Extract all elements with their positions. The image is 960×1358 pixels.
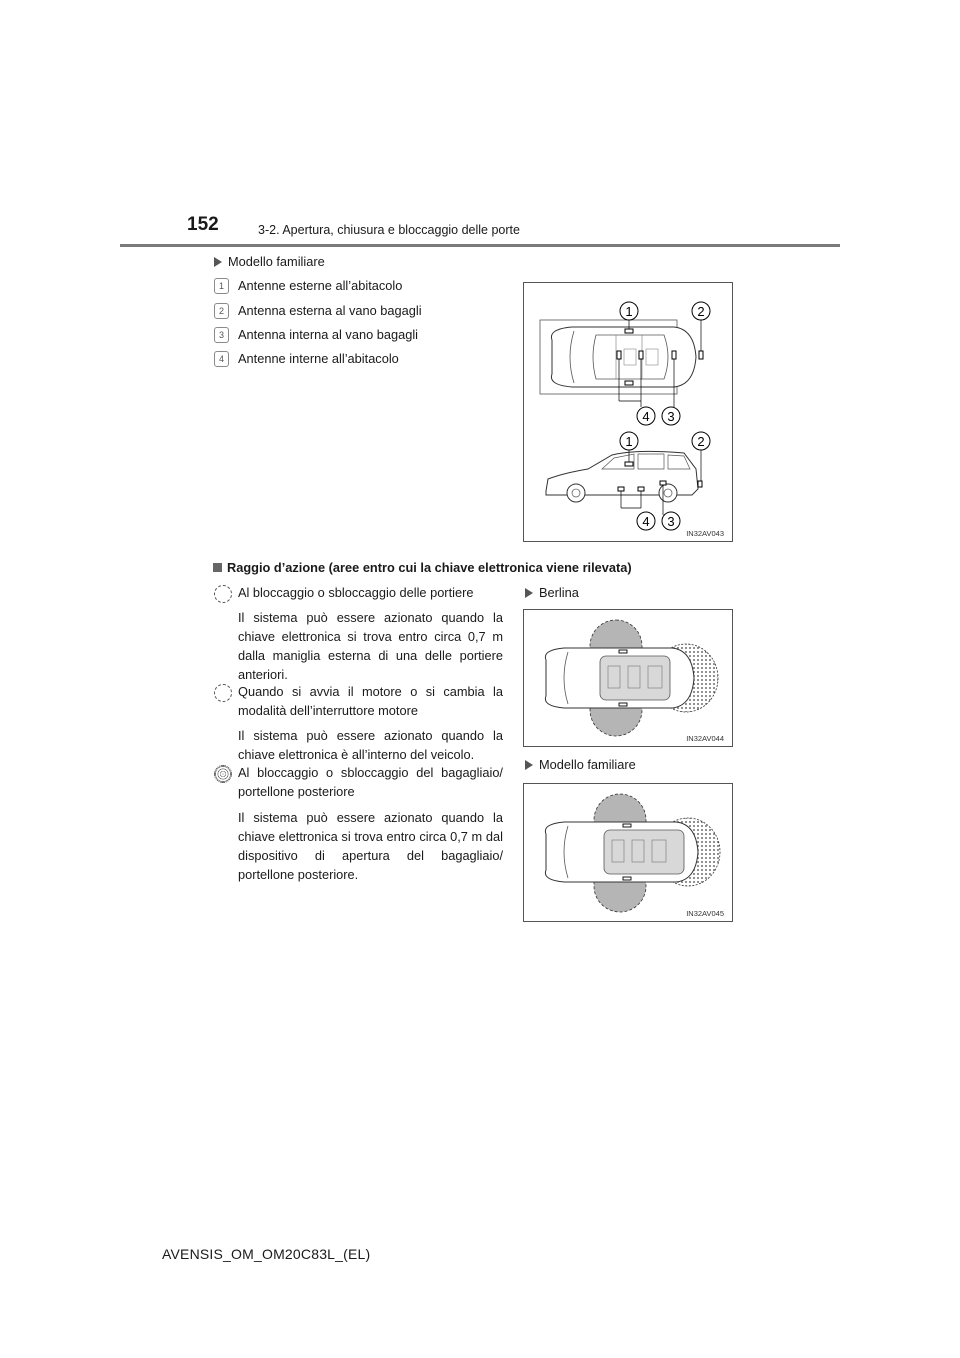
- entry-3-title: Al bloccaggio o sbloccaggio del bagagliaio/ portellone posteriore: [238, 765, 503, 799]
- figure-code: IN32AV043: [686, 529, 724, 538]
- item-number-1: 1: [214, 278, 229, 294]
- wagon-label: Modello familiare: [525, 755, 636, 774]
- antenna-item-4: Antenne interne all’abitacolo: [238, 351, 399, 366]
- entry-2-title: Quando si avvia il motore o si cambia la modalità dell’interruttore motore: [238, 684, 503, 718]
- entry-1-title: Al bloccaggio o sbloccaggio delle portiere: [238, 585, 474, 600]
- entry-2-body: Il sistema può essere azionato quando la chiave elettronica è all’interno del veicolo.: [238, 728, 503, 762]
- antenna-item-2: Antenna esterna al vano bagagli: [238, 303, 422, 318]
- callout-3-side: 3: [667, 514, 675, 529]
- antenna-location-figure: [523, 282, 733, 542]
- sedan-range-diagram: [524, 610, 732, 746]
- document-code: AVENSIS_OM_OM20C83L_(EL): [162, 1246, 371, 1262]
- model-label: Modello familiare: [214, 252, 325, 271]
- section-title: 3-2. Apertura, chiusura e bloccaggio delle porte: [258, 223, 520, 237]
- entry-1-body: Il sistema può essere azionato quando la chiave elettronica si trova entro circa 0,7 m dalla maniglia esterna di una delle portiere anteriori.: [238, 610, 503, 682]
- item-number-4: 4: [214, 351, 229, 367]
- item-number-2: 2: [214, 303, 229, 319]
- wagon-range-diagram: [524, 784, 732, 921]
- wagon-range-figure: [523, 783, 733, 922]
- sedan-figure-code: IN32AV044: [686, 734, 724, 743]
- antenna-item-3: Antenna interna al vano bagagli: [238, 327, 419, 342]
- range-symbol-trunk: [214, 765, 232, 783]
- callout-3-top: 3: [667, 409, 675, 424]
- page-number: 152: [187, 214, 219, 235]
- sedan-range-figure: [523, 609, 733, 747]
- antenna-item-1: Antenne esterne all’abitacolo: [238, 278, 403, 293]
- antenna-diagram: [524, 283, 732, 541]
- entry-3-body: Il sistema può essere azionato quando la chiave elettronica si trova entro circa 0,7 m dal dispositivo di apertura del bagagliaio/ portellone posteriore.: [238, 810, 503, 882]
- callout-2-top: 2: [697, 304, 705, 319]
- wagon-figure-code: IN32AV045: [686, 909, 724, 918]
- callout-2-side: 2: [697, 434, 705, 449]
- sedan-label: Berlina: [525, 583, 579, 602]
- callout-1-top: 1: [625, 304, 633, 319]
- callout-1-side: 1: [625, 434, 633, 449]
- range-heading: Raggio d’azione (aree entro cui la chiave elettronica viene rilevata): [213, 560, 632, 575]
- header-rule: [120, 244, 840, 247]
- range-symbol-cabin: [214, 684, 232, 702]
- item-number-3: 3: [214, 327, 229, 343]
- range-symbol-doors: [214, 585, 232, 603]
- callout-4-side: 4: [642, 514, 650, 529]
- callout-4-top: 4: [642, 409, 650, 424]
